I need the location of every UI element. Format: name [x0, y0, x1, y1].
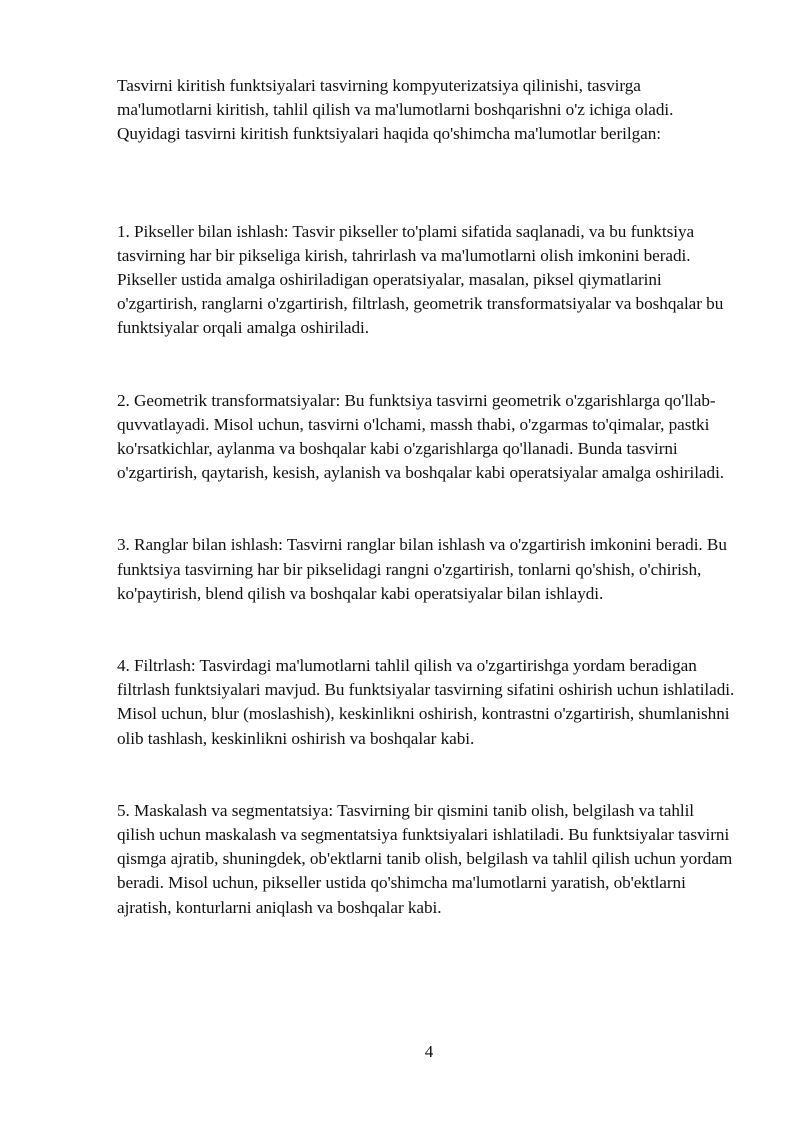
paragraph-maskalash: 5. Maskalash va segmentatsiya: Tasvirning bir qismini tanib olish, belgilash va tahlil qilish uchun maskalash va segmentatsiya funktsiyalari ishlatiladi. Bu funktsiyalar tasvirni qismga ajratib, shuningdek, ob'ektlarni tanib olish, belgilash va tahlil qilish uchun yordam beradi. Misol uchun, pikseller ustida qo'shimcha ma'lumotlarni yaratish, ob'ektlarni ajratish, konturlarni aniqlash va boshqalar kabi. [117, 800, 733, 917]
paragraph-geometrik: 2. Geometrik transformatsiyalar: Bu funktsiya tasvirni geometrik o'zgarishlarga qo'llab-quvvatlayadi. Misol uchun, tasvirni o'lchami, massh thabi, o'zgarmas to'qimalar, pastki ko'rsatkichlar, aylanma va boshqalar kabi o'zgarishlarga qo'llanadi. Bunda tasvirni o'zgartirish, qaytarish, kesish, aylanish va boshqalar kabi operatsiyalar amalga oshiriladi. [117, 390, 725, 483]
intro-paragraph: Tasvirni kiritish funktsiyalari tasvirning kompyuterizatsiya qilinishi, tasvirga ma'lumotlarni kiritish, tahlil qilish va ma'lumotlarni boshqarishni o'z ichiga oladi. Quyidagi tasvirni kiritish funktsiyalari haqida qo'shimcha ma'lumotlar berilgan: [117, 76, 674, 144]
paragraph-filtrlash: 4. Filtrlash: Tasvirdagi ma'lumotlarni tahlil qilish va o'zgartirishga yordam beradigan filtrlash funktsiyalari mavjud. Bu funktsiyalar tasvirning sifatini oshirish uchun ishlatiladi. Misol uchun, blur (moslashish), keskinlikni oshirish, kontrastni o'zgartirish, shumlanishni olib tashlash, keskinlikni oshirish va boshqalar kabi. [117, 656, 735, 748]
page-number: 4 [424, 1042, 434, 1061]
paragraph-pikseller: 1. Pikseller bilan ishlash: Tasvir pikseller to'plami sifatida saqlanadi, va bu funktsiya tasvirning har bir pikseliga kirish, tahrirlash va ma'lumotlarni olish imkonini beradi. Pikseller ustida amalga oshiriladigan operatsiyalar, masalan, piksel qiymatlarini o'zgartirish, ranglarni o'zgartirish, filtrlash, geometrik transformatsiyalar va boshqalar bu funktsiyalar orqali amalga oshiriladi. [117, 221, 724, 338]
page-body [117, 74, 735, 920]
paragraph-ranglar: 3. Ranglar bilan ishlash: Tasvirni ranglar bilan ishlash va o'zgartirish imkonini beradi. Bu funktsiya tasvirning har bir pikselidagi rangni o'zgartirish, tonlarni qo'shish, o'chirish, ko'paytirish, blend qilish va boshqalar kabi operatsiyalar bilan ishlaydi. [117, 535, 727, 603]
